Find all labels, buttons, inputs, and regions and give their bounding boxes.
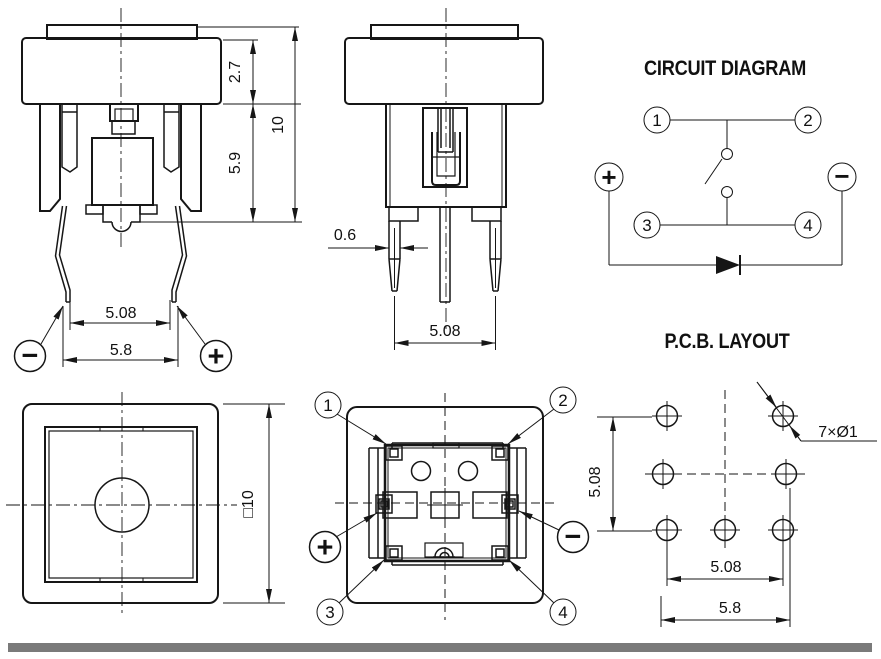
leader-terminal-1 — [337, 414, 386, 444]
circuit-terminal-3: 3 — [642, 216, 652, 235]
led-leg-right — [172, 206, 187, 302]
pcb-hole — [768, 401, 798, 431]
front-base-steps — [86, 205, 157, 214]
dim-pin-spacing-label: 5.08 — [105, 305, 137, 322]
led-leg-left — [56, 206, 71, 302]
front-base-dome — [103, 205, 140, 232]
pcb-layout-title: P.C.B. LAYOUT — [664, 330, 790, 353]
front-minus-label: − — [21, 340, 39, 372]
bottom-plus: + — [316, 532, 334, 564]
footer-divider-bar — [8, 643, 872, 652]
front-right-wall — [181, 104, 201, 211]
bottom-terminal-1: 1 — [323, 396, 333, 415]
dim-cap-height-label: 2.7 — [227, 60, 244, 84]
circuit-terminal-1: 1 — [652, 111, 662, 130]
front-plus-leader — [177, 306, 205, 344]
front-cap — [22, 38, 221, 104]
bottom-view-hole-right — [459, 462, 478, 481]
side-view — [328, 8, 543, 350]
pcb-hole — [710, 515, 740, 545]
hole-callout-arrow-top — [757, 382, 777, 408]
side-base-tabs — [389, 207, 501, 221]
dim-pcb-vertical-label: 5.08 — [587, 466, 604, 498]
side-cap-plug — [371, 25, 518, 39]
bottom-view-bottom-box — [425, 543, 463, 557]
top-view — [6, 392, 285, 617]
bottom-view-dome — [433, 548, 455, 557]
pcb-hole — [648, 459, 678, 489]
dim-square-size-label: □10 — [240, 490, 257, 518]
top-view-cap-square — [45, 427, 197, 582]
bottom-view-hole-left — [412, 462, 431, 481]
circuit-diagram-title: CIRCUIT DIAGRAM — [644, 57, 806, 80]
pcb-hole — [652, 515, 682, 545]
front-plunger-top-inner — [115, 109, 133, 121]
top-view-centerlines — [6, 392, 237, 617]
leader-terminal-3 — [339, 560, 384, 603]
switch-contact-top — [722, 149, 733, 160]
circuit-terminal-2: 2 — [803, 111, 813, 130]
dim-body-height-label: 5.9 — [227, 151, 244, 175]
bottom-view — [310, 387, 589, 625]
pcb-hole — [771, 459, 801, 489]
pcb-hole — [768, 515, 798, 545]
circuit-minus: − — [834, 161, 850, 191]
side-pin-center — [440, 207, 450, 302]
hole-callout-arrow-bottom — [790, 426, 802, 442]
dim-pcb-outer-label: 5.8 — [718, 600, 742, 617]
front-plunger-stem — [112, 121, 135, 134]
front-left-wall — [40, 104, 60, 211]
top-view-ticks — [100, 427, 143, 582]
bottom-terminal-4: 4 — [558, 603, 568, 622]
top-view-outer-square — [23, 404, 218, 603]
pcb-hole — [652, 401, 682, 431]
front-cap-plug — [47, 25, 197, 39]
leader-minus — [519, 511, 559, 530]
front-plunger-body — [92, 138, 153, 205]
bottom-minus: − — [564, 521, 582, 553]
hole-callout-label: 7×Ø1 — [818, 424, 858, 441]
front-plus-label: + — [207, 341, 225, 373]
circuit-plus: + — [601, 162, 617, 192]
bottom-view-center-cross — [427, 488, 463, 522]
front-right-post — [164, 104, 179, 172]
dim-pcb-horizontal-label: 5.08 — [710, 559, 742, 576]
dim-side-pin-spacing-label: 5.08 — [429, 323, 461, 340]
top-view-cap-inner — [49, 431, 193, 578]
front-plunger-top — [110, 104, 138, 121]
bottom-terminal-2: 2 — [558, 391, 568, 410]
front-minus-leader — [41, 306, 63, 344]
diode-symbol — [716, 256, 740, 274]
front-view — [15, 8, 303, 373]
leader-plus — [336, 513, 377, 537]
circuit-diagram — [595, 57, 856, 275]
pcb-layout — [587, 330, 877, 627]
hole-callout-leader — [757, 382, 877, 441]
dim-total-height-label: 10 — [270, 116, 287, 134]
dim-pin-width-label: 0.6 — [333, 227, 357, 244]
dim-led-spacing-label: 5.8 — [109, 342, 133, 359]
front-left-post — [62, 104, 77, 172]
switch-contact-bottom — [722, 187, 733, 198]
switch-symbol-lines — [705, 120, 727, 225]
leader-terminal-4 — [509, 560, 554, 603]
bottom-terminal-3: 3 — [325, 603, 335, 622]
side-plunger-stem — [438, 108, 453, 152]
pcb-vertical-extensions — [597, 417, 652, 531]
circuit-terminal-4: 4 — [803, 216, 813, 235]
side-pin-centerlines — [395, 228, 496, 288]
side-cap — [345, 38, 543, 104]
leader-terminal-2 — [508, 409, 554, 444]
